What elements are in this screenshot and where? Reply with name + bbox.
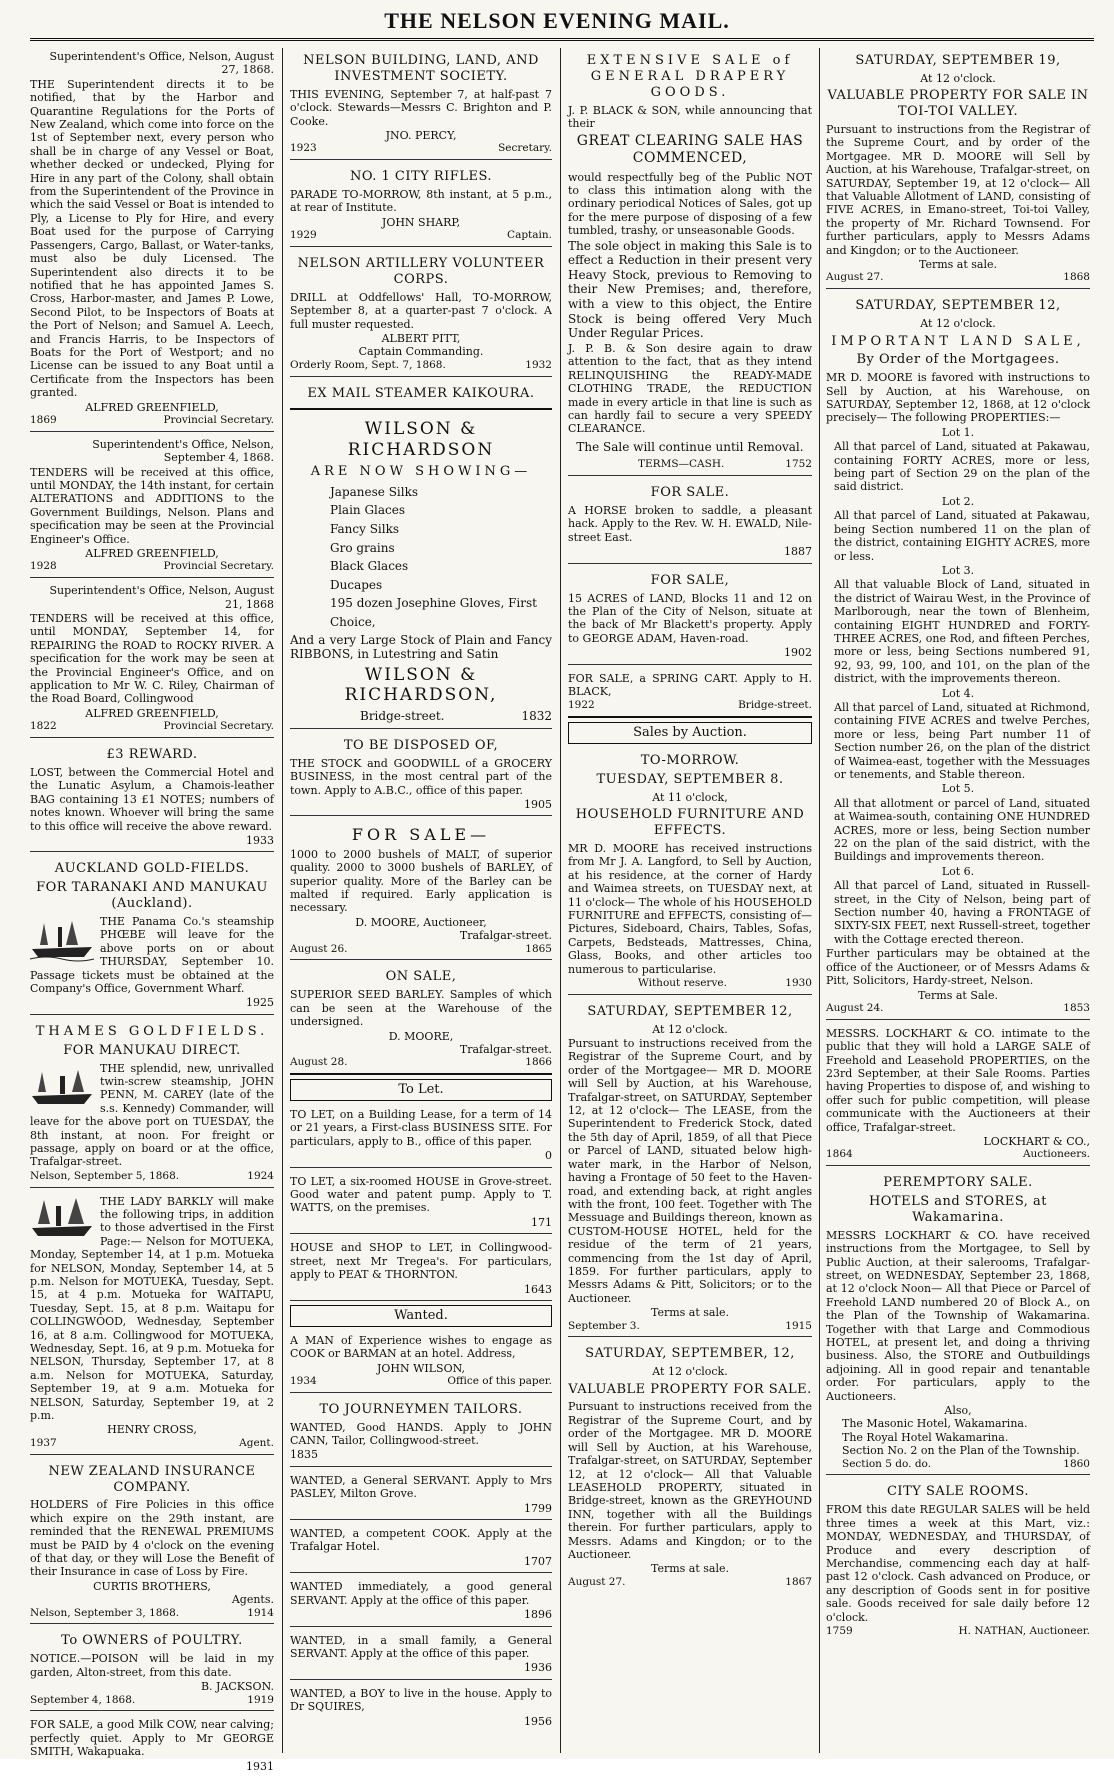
ad-number: 1933: [246, 833, 274, 847]
ad-number: 1759: [826, 1624, 853, 1637]
ad-number: 1643: [524, 1282, 552, 1296]
ad-signature: JNO. PERCY,: [385, 128, 457, 142]
ad-number: 1932: [525, 358, 552, 371]
horse-sale-ad: [568, 480, 812, 563]
to-let-site-ad: [290, 1105, 552, 1168]
ad-number: 1956: [524, 1714, 552, 1728]
goods-list-item: Black Glaces: [330, 559, 409, 574]
ad-subheading: HOTELS and STORES, at Wakamarina.: [868, 1194, 1048, 1225]
ad-line: The Royal Hotel Wakamarina.: [842, 1430, 1009, 1444]
ad-number: 1925: [246, 996, 274, 1010]
ad-date: August 26.: [290, 942, 348, 955]
ad-number: 1835: [290, 1448, 318, 1462]
ad-role: Secretary.: [498, 142, 552, 155]
column-1: [30, 48, 274, 1773]
ad-address: Bridge-street.: [360, 709, 445, 724]
city-sale-rooms-ad: [826, 1479, 1090, 1641]
wanted-banner: Wanted.: [290, 1305, 552, 1327]
column-divider: [560, 48, 561, 1753]
ad-body: WANTED, a competent COOK. Apply at the Trafalgar Hotel.: [290, 1527, 552, 1554]
ad-heading: SATURDAY, SEPTEMBER 12,: [587, 1003, 793, 1019]
ad-date: August 28.: [290, 1056, 348, 1069]
ad-number: 1923: [290, 142, 317, 155]
column-divider: [282, 48, 283, 1753]
ad-heading: £3 REWARD.: [106, 747, 198, 763]
steamship-icon: [30, 917, 94, 961]
ad-body: WANTED, in a small family, a General SERVANT. Apply at the office of this paper.: [290, 1633, 552, 1660]
ad-body: THE splendid, new, unrivalled twin-screw steamship, JOHN PENN, M. CAREY (late of the s.s. Kennedy) Commander, will leave for the above port on TUESDAY, the 8th instant, at noon. For freight or passage, apply on board or at the office, Trafalgar-street.: [30, 1061, 274, 1169]
ad-number: 171: [531, 1215, 552, 1229]
goods-list-item: Japanese Silks: [330, 484, 419, 499]
lot-description: All that parcel of Land, situated at Richmond, containing FIVE ACRES and twelve Perches, more or less, being Part number 11 of Section number 26, on the plan of the district of Waimea-east, together with the Messuages or tenements, and Stable thereon.: [834, 700, 1090, 782]
ad-subheading: FOR MANUKAU DIRECT.: [63, 1042, 241, 1058]
ad-time: At 12 o'clock.: [652, 1365, 728, 1379]
ad-line: The Masonic Hotel, Wakamarina.: [842, 1417, 1028, 1431]
ad-heading: SATURDAY, SEPTEMBER 12,: [855, 298, 1061, 314]
column-2: [290, 48, 552, 1753]
ad-terms: Terms at sale.: [650, 1562, 730, 1576]
column-4: [826, 48, 1090, 1753]
ad-body: THE LADY BARKLY will make the following trips, in addition to those advertised in the First Page:— Nelson for MOTUEKA, Monday, September 14, at 1 p.m. Motueka for NELSON, Monday, September 14, at 5 p.m. Nelson for MOTUEKA, Tuesday, Sept. 15, at 4 p.m. Motueka for WAITAPU, Tuesday, Sept. 15, at 8 p.m. Waitapu for COLLINGWOOD, Wednesday, September 16, at 8 a.m. Collingwood for MOTUEKA, Wednesday, Sept. 16, at 9 p.m. Motueka for NELSON, Thursday, September 17, at 8 a.m. Nelson for MOTUEKA, Saturday, September 19, at 9 a.m. Motueka for NELSON, Saturday, September 19, at 2 p.m.: [30, 1194, 274, 1423]
ad-heading: AUCKLAND GOLD-FIELDS.: [54, 861, 250, 877]
lot-description: All that parcel of Land, situated in Russell-street, in the City of Nelson, being part of Section number 40, having a FRONTAGE of SIXTY-SIX FEET, next Russell-street, together with the Cottage erected thereon.: [834, 879, 1090, 946]
ad-date: August 24.: [826, 1001, 884, 1014]
ad-body: HOLDERS of Fire Policies in this office which expire on the 29th instant, are reminded that the RENEWAL PREMIUMS must be PAID by 4 o'clock on the evening of that day, or they will Lose the Benefit of their Insurance in case of Loss by Fire.: [30, 1498, 274, 1579]
wanted-cook-barman-ad: [290, 1331, 552, 1393]
ad-number: 1914: [247, 1606, 274, 1619]
ad-title: VALUABLE PROPERTY FOR SALE.: [568, 1381, 812, 1397]
masthead: [0, 0, 1114, 40]
ad-body: DRILL at Oddfellows' Hall, TO-MORROW, September 8, at a quarter-past 7 o'clock. A full muster requested.: [290, 290, 552, 331]
ad-number: 1934: [290, 1374, 317, 1387]
ad-number: 1869: [30, 413, 57, 426]
lot-label: Lot 1.: [941, 425, 975, 439]
ad-signature: ALBERT PITT,: [381, 331, 461, 345]
ad-title: HOUSEHOLD FURNITURE AND EFFECTS.: [575, 807, 805, 839]
mortgagee-land-sale-ad: [826, 293, 1090, 1019]
wilson-richardson-ad: [290, 414, 552, 728]
ad-address: Trafalgar-street.: [459, 929, 552, 943]
spring-cart-ad: [568, 669, 812, 719]
ad-signature: WILSON & RICHARDSON,: [344, 664, 498, 706]
lot-label: Lot 3.: [941, 563, 975, 577]
ad-intro: MR D. MOORE is favored with instructions to Sell by Auction, at his Warehouse, on SATURDAY, September 12, 1868, at 12 o'clock precisely— The following PROPERTIES:—: [826, 371, 1090, 425]
custom-house-auction-ad: [568, 999, 812, 1338]
ad-heading: EX MAIL STEAMER KAIKOURA.: [307, 385, 535, 401]
ad-number: 1866: [525, 1056, 552, 1069]
ad-heading: SATURDAY, SEPTEMBER 19,: [855, 53, 1061, 68]
ad-number: 1853: [1063, 1001, 1090, 1014]
goods-list-item: 195 dozen Josephine Gloves, First Choice,: [330, 596, 537, 629]
ad-date: August 27.: [568, 1575, 626, 1588]
ad-subheading: GREAT CLEARING SALE HAS COMMENCED,: [576, 133, 804, 167]
ad-dateline: Superintendent's Office, Nelson, August 21, 1868: [49, 584, 274, 611]
ad-body: THE STOCK and GOODWILL of a GROCERY BUSINESS, in the most central part of the town. Apply to A.B.C., office of this paper.: [290, 756, 552, 797]
ad-heading: FOR SALE,: [650, 572, 730, 588]
sales-by-auction-banner: Sales by Auction.: [568, 722, 812, 744]
ad-subheading: ARE NOW SHOWING—: [310, 463, 532, 479]
ad-number: 1936: [524, 1661, 552, 1675]
ad-body: WANTED, Good HANDS. Apply to JOHN CANN, Tailor, Collingwood-street.: [290, 1420, 552, 1448]
ad-number: 1919: [247, 1693, 274, 1706]
ad-note: Without reserve.: [638, 976, 727, 989]
ad-paragraph: J. P. B. & Son desire again to draw attention to the fact, that as they intend RELINQUISHING the READY-MADE CLOTHING TRADE, the REDUCTION made in every article in that line is such as can hardly fail to secure a very SPEEDY CLEARANCE.: [568, 341, 812, 436]
wanted-boy-ad: [290, 1684, 552, 1732]
ad-heading: EXTENSIVE SALE of GENERAL DRAPERY GOODS.: [586, 53, 794, 100]
ad-role: Auctioneers.: [1022, 1148, 1090, 1161]
ad-body: Pursuant to instructions received from the Registrar of the Supreme Court, and by order of the Mortgagee. MR D. MOORE will Sell by Auction, at his Warehouse, Trafalgar-street, on SATURDAY, September 12, at 12 o'clock— All that Valuable LEASEHOLD PROPERTY, situated in Bridge-street, known as the GREYHOUND INN, together with all the Buildings therein. For further particulars, apply to Messrs. Adams and Kingdon; or to the Auctioneer.: [568, 1400, 812, 1561]
ad-title: VALUABLE PROPERTY FOR SALE IN TOI-TOI VALLEY.: [827, 88, 1089, 120]
ad-signature: B. JACKSON.: [200, 1680, 274, 1694]
insurance-ad: [30, 1459, 274, 1625]
ad-heading: TO BE DISPOSED OF,: [343, 737, 499, 753]
disposed-ad: [290, 733, 552, 816]
ad-body: WANTED immediately, a good general SERVANT. Apply at the office of this paper.: [290, 1580, 552, 1607]
wanted-servant-ad: [290, 1471, 552, 1520]
ad-body: THE Superintendent directs it to be notified, that by the Harbor and Quarantine Regulations for the Ports of New Zealand, which come into force on the 1st of September next, every person who shall be in charge of any Vessel or Boat, whether decked or undecked, Plying for Hire in any part of the Colony, shall obtain from the Superintendent of the Province in which the said Vessel or Boat is intended to Ply, a License to Ply for Hire, and every Boat used for the purpose of Carrying Passengers, Cargo, Ballast, or Water-tanks, must also be duly Licensed. The Superintendent also directs it to be notified that he has appointed James S. Cross, Harbor-master, and James P. Lowe, Second Pilot, to be Inspectors of Boats at the Port of Nelson; and Samuel A. Leech, and Francis Harris, to be Inspectors of Boats for the Port of Westport; and no License can be issued to any Boat until a Certificate from the Inspectors has been granted.: [30, 77, 274, 400]
ad-number: 1929: [290, 229, 317, 242]
ad-role: Agent.: [239, 1436, 274, 1449]
ad-body: HOUSE and SHOP to LET, in Collingwood-street, next Mr Tregea's. For particulars, apply to PEAT & THORNTON.: [290, 1241, 552, 1282]
ad-body: A HORSE broken to saddle, a pleasant hack. Apply to the Rev. W. H. EWALD, Nile-street East.: [568, 504, 812, 544]
ad-heading: TO JOURNEYMEN TAILORS.: [319, 1401, 523, 1417]
ad-body: MESSRS. LOCKHART & CO. intimate to the public that they will hold a LARGE SALE of Freehold and Leasehold PROPERTIES, on the 23rd September, at their Sale Rooms. Parties having Properties to dispose of, and wishing to offer such for public competition, will please communicate with the Auctioneers at their office, Trafalgar-street.: [826, 1026, 1090, 1134]
lot-description: All that valuable Block of Land, situated in the district of Wairau West, in the Province of Marlborough, near the town of Blenheim, containing EIGHT HUNDRED and FORTY-THREE ACRES, one Rod, and fifteen Perches, more or less, being Sections numbered 91, 92, 93, 99, 100, and 101, on the plan of the district, with the improvements thereon.: [834, 578, 1090, 686]
toi-toi-auction-ad: [826, 48, 1090, 289]
ad-paragraph: would respectfully beg of the Public NOT to class this intimation along with the ordinary periodical Notices of Sales, got up for the mere purpose of disposing of a few tumbled, trashy, or unseasonable Goods.: [568, 170, 812, 238]
masthead-title: THE NELSON EVENING MAIL.: [384, 8, 730, 33]
malt-barley-ad: [290, 820, 552, 960]
poultry-notice-ad: [30, 1628, 274, 1711]
ad-heading: FOR SALE—: [351, 825, 491, 845]
ad-date: September 4, 1868.: [30, 1693, 136, 1706]
ad-number: 1832: [521, 709, 552, 724]
ad-signature: ALFRED GREENFIELD,: [85, 706, 219, 720]
ad-heading: WILSON & RICHARDSON: [347, 419, 495, 461]
ad-address: Trafalgar-street.: [459, 1042, 552, 1056]
ad-terms: Terms at Sale.: [918, 988, 998, 1002]
tailors-ad: [290, 1397, 552, 1467]
house-shop-ad: [290, 1238, 552, 1301]
ad-number: 1931: [246, 1759, 274, 1773]
ad-number: 1930: [785, 976, 812, 989]
ad-role: Provincial Secretary.: [163, 413, 274, 426]
ad-body: FOR SALE, a SPRING CART. Apply to H. BLACK,: [568, 671, 812, 698]
ad-number: 1896: [524, 1608, 552, 1622]
ad-dateline: Superintendent's Office, Nelson, September 4, 1868.: [92, 437, 274, 465]
ad-line: Section No. 2 on the Plan of the Township.: [842, 1444, 1080, 1458]
ad-date: Orderly Room, Sept. 7, 1868.: [290, 358, 446, 371]
ad-body: MR D. MOORE has received instructions from Mr J. A. Langford, to Sell by Auction, at his residence, at the corner of Hardy and Waimea streets, on TUESDAY next, at 11 o'clock— The whole of his HOUSEHOLD FURNITURE and EFFECTS, consisting of— Pictures, Sideboard, Chairs, Tables, Sofas, Carpets, Bedsteads, Mattresses, China, Glass, Books, and other articles too numerous to particularise.: [568, 841, 812, 976]
ad-signature: HENRY CROSS,: [107, 1423, 197, 1437]
ad-role: Captain.: [507, 229, 552, 242]
ad-number: 1902: [784, 646, 812, 660]
ad-heading: NO. 1 CITY RIFLES.: [349, 169, 493, 185]
wanted-cook-ad: [290, 1524, 552, 1573]
ad-date: September 3.: [568, 1319, 640, 1332]
greyhound-auction-ad: [568, 1341, 812, 1592]
ad-number: 1822: [30, 720, 57, 733]
ad-role: Agents.: [231, 1593, 274, 1607]
ad-paragraph: The sole object in making this Sale is to effect a Reduction in their present very Heavy Stock, previous to Removing to their New Premises; and, therefore, with a view to this object, the Entire Stock is being offered Very Much Under Regular Prices.: [568, 238, 812, 341]
wanted-general-servant-ad: [290, 1577, 552, 1626]
ad-terms: Terms at sale.: [918, 258, 998, 272]
ad-heading: ON SALE,: [385, 969, 457, 985]
ad-heading: PEREMPTORY SALE.: [883, 1175, 1033, 1191]
ad-role: Provincial Secretary.: [163, 560, 274, 573]
reward-ad: [30, 742, 274, 852]
ad-body: WANTED, a BOY to live in the house. Apply to Dr SQUIRES,: [290, 1686, 552, 1714]
ad-heading: SATURDAY, SEPTEMBER, 12,: [585, 1346, 795, 1362]
ad-heading: NELSON BUILDING, LAND, AND INVESTMENT SOCIETY.: [303, 53, 539, 84]
ad-body: TO LET, a six-roomed HOUSE in Grove-street. Good water and patent pump. Apply to T. WATTS, on the premises.: [290, 1174, 552, 1215]
ad-heading: To OWNERS of POULTRY.: [61, 1633, 243, 1649]
ad-title: IMPORTANT LAND SALE,: [831, 333, 1085, 349]
ad-number: 1799: [524, 1501, 552, 1515]
ad-body: 1000 to 2000 bushels of MALT, of superior quality. 2000 to 3000 bushels of BARLEY, of superior quality. More of the Barley can be malted if required. Early application is necessary.: [290, 847, 552, 915]
ad-heading: CITY SALE ROOMS.: [886, 1484, 1029, 1500]
ad-time: At 11 o'clock,: [652, 790, 728, 804]
ad-signature: H. NATHAN, Auctioneer.: [958, 1624, 1090, 1637]
ad-role: Provincial Secretary.: [163, 720, 274, 733]
auckland-goldfields-ad: [30, 856, 274, 1014]
ad-number: 1707: [524, 1554, 552, 1568]
goods-list-item: Gro grains: [330, 540, 395, 555]
ad-number: 1924: [247, 1169, 274, 1182]
column-divider: [819, 48, 820, 1753]
ad-date: August 27.: [826, 271, 884, 284]
ad-signature: JOHN SHARP,: [381, 215, 461, 229]
goods-list-item: Fancy Silks: [330, 521, 400, 536]
lot-list: [826, 426, 1090, 946]
peremptory-sale-ad: [826, 1170, 1090, 1475]
kaikoura-ad: [290, 381, 552, 411]
ad-terms: TERMS—CASH.: [638, 458, 725, 471]
furniture-auction-ad: [568, 748, 812, 995]
thames-goldfields-ad: [30, 1019, 274, 1188]
ad-line: Section 5 do. do.: [842, 1457, 932, 1470]
ad-body: Pursuant to instructions from the Registrar of the Supreme Court, and by order of the Mortgagee. MR D. MOORE will Sell by Auction, at his Warehouse, Trafalgar-street, on SATURDAY, September 19, at 12 o'clock— All that Valuable Allotment of LAND, consisting of FIVE ACRES, in Emano-street, Toi-toi Valley, the property of Mr. Richard Townsend. For further particulars, apply to Messrs Adams and Kingdon; or to the Auctioneer.: [826, 122, 1090, 257]
ad-signature: D. MOORE, Auctioneer,: [355, 915, 487, 929]
ad-intro: J. P. BLACK & SON, while announcing that their: [568, 103, 812, 130]
lot-label: Lot 6.: [941, 864, 975, 878]
ad-subheading: By Order of the Mortgagees.: [856, 352, 1060, 368]
wanted-family-servant-ad: [290, 1631, 552, 1680]
drapery-sale-ad: [568, 48, 812, 476]
ad-heading: NELSON ARTILLERY VOLUNTEER CORPS.: [297, 256, 545, 287]
ad-role: Office of this paper.: [447, 1374, 552, 1387]
goods-list-item: Plain Glaces: [330, 503, 406, 518]
ad-signature: CURTIS BROTHERS,: [93, 1579, 211, 1593]
ad-number: 1915: [785, 1319, 812, 1332]
ad-body: MESSRS LOCKHART & CO. have received instructions from the Mortgagee, to Sell by Public Auction, at their salerooms, Trafalgar-street, on WEDNESDAY, September 23, 1868, at 12 o'clock Noon— All that Piece or Parcel of Freehold LAND numbered 20 of Block A., on the Plan of the Township of Wakamarina. Together with that Large and Commodious HOTEL, at present let, and doing a thriving business. Also, the STORE and Outbuildings adjoining. All in good repair and tenantable order. For particulars, apply to the Auctioneers.: [826, 1228, 1090, 1403]
ad-subheading: FOR TARANAKI AND MANUKAU (Auckland).: [36, 880, 268, 912]
ad-date: Nelson, September 3, 1868.: [30, 1606, 180, 1619]
tenders-road-ad: [30, 582, 274, 738]
lot-label: Lot 5.: [941, 782, 975, 796]
ad-dateline: Superintendent's Office, Nelson, August 27, 1868.: [49, 50, 274, 77]
lockhart-sale-ad: [826, 1024, 1090, 1166]
ad-body: PARADE TO-MORROW, 8th instant, at 5 p.m., at rear of Institute.: [290, 188, 552, 215]
ad-date: Nelson, September 5, 1868.: [30, 1169, 180, 1182]
ad-body: 15 ACRES of LAND, Blocks 11 and 12 on the Plan of the City of Nelson, situate at the back of Mr Blackett's property. Apply to GEORGE ADAM, Haven-road.: [568, 591, 812, 645]
city-rifles-ad: [290, 164, 552, 247]
ad-time: At 12 o'clock.: [652, 1022, 728, 1036]
lot-description: All that allotment or parcel of Land, situated at Waimea-south, containing ONE HUNDRED ACRES, more or less, being Section number 22 on the plan of the said district, with the Buildings and improvements thereon.: [834, 796, 1090, 864]
column-3: [568, 48, 812, 1753]
lot-label: Lot 4.: [941, 686, 975, 700]
to-let-house-ad: [290, 1172, 552, 1235]
ad-role: Captain Commanding.: [358, 345, 484, 359]
lot-description: All that parcel of Land, situated at Pakawau, being Section numbered 11 on the plan of the district, containing EIGHTY ACRES, more or less.: [834, 509, 1090, 563]
ad-number: 1752: [785, 458, 812, 471]
ad-heading: THAMES GOLDFIELDS.: [35, 1023, 269, 1039]
steamship-icon: [30, 1064, 94, 1108]
tenders-buildings-ad: [30, 436, 274, 578]
ad-heading: FOR SALE.: [650, 485, 730, 501]
ad-body: LOST, between the Commercial Hotel and the Lunatic Asylum, a Chamois-leather BAG containing 13 £1 NOTES; numbers of notes known. Whoever will bring the same to this office will receive the above reward.: [30, 765, 274, 833]
ad-number: 1860: [1063, 1457, 1090, 1470]
ad-signature: JOHN WILSON,: [376, 1361, 466, 1375]
goods-list: [290, 483, 552, 632]
ad-signature: LOCKHART & CO.,: [983, 1134, 1090, 1148]
ad-heading: NEW ZEALAND INSURANCE COMPANY.: [48, 1463, 256, 1495]
ad-body: TENDERS will be received at this office, until MONDAY, September 14, for REPAIRING the ROAD to ROCKY RIVER. A specification for the work may be seen at the Provincial Engineer's Office, and on application to Mr W. C. Riley, Chairman of the Road Board, Collingwood: [30, 612, 274, 706]
ad-paragraph: The Sale will continue until Removal.: [576, 439, 804, 454]
ad-subheading: TUESDAY, SEPTEMBER 8.: [596, 771, 784, 787]
ad-address: Bridge-street.: [738, 699, 812, 712]
ad-number: 1928: [30, 560, 57, 573]
ad-body: SUPERIOR SEED BARLEY. Samples of which can be seen at the Warehouse of the undersigned.: [290, 988, 552, 1029]
ad-body: TO LET, on a Building Lease, for a term of 14 or 21 years, a First-class BUSINESS SITE. For particulars, apply to B., office of this paper.: [290, 1108, 552, 1148]
ad-number: 1867: [785, 1575, 812, 1588]
ad-number: 1865: [525, 942, 552, 955]
building-society-ad: [290, 48, 552, 160]
seed-barley-ad: [290, 964, 552, 1075]
lady-barkly-ad: [30, 1192, 274, 1455]
ad-number: 1864: [826, 1148, 853, 1161]
to-let-banner: To Let.: [290, 1079, 552, 1101]
ad-body: THIS EVENING, September 7, at half-past 7 o'clock. Stewards—Messrs C. Brighton and P. Cooke.: [290, 87, 552, 128]
lot-description: All that parcel of Land, situated at Pakawau, containing FORTY ACRES, more or less, being part of Section 29 on the plan of the said district.: [834, 440, 1090, 494]
ad-body: FOR SALE, a good Milk COW, near calving; perfectly quiet. Apply to Mr GEORGE SMITH, Wakapuaka.: [30, 1718, 274, 1759]
ad-number: 1922: [568, 699, 595, 712]
ad-also: Also,: [944, 1404, 972, 1418]
ad-body: Pursuant to instructions received from the Registrar of the Supreme Court, and by order of the Mortgagee— MR D. MOORE will Sell by Auction, at his Warehouse, Trafalgar-street, on SATURDAY, September 12, at 12 o'clock— The LEASE, from the Superintendent to Frederick Stock, dated the 5th day of April, 1859, of all that Piece or Parcel of LAND, situated below high-water mark, in the Harbor of Nelson, having a Frontage of 50 feet to the Haven-road, and extending back, at right angles with the front, 100 feet. Together with The Messuage and Buildings thereon, known as CUSTOM-HOUSE HOTEL, held for the residue of the term of 21 years, commencing from the 1st day of April, 1859. For further particulars, apply to Messrs Adams & Pitt, Solicitors; or to the Auctioneer.: [568, 1037, 812, 1305]
land-sale-ad: [568, 568, 812, 665]
ad-terms: Terms at sale.: [650, 1306, 730, 1320]
ad-number: 1887: [784, 545, 812, 559]
lot-label: Lot 2.: [941, 494, 975, 508]
ad-heading: TO-MORROW.: [640, 753, 740, 769]
artillery-ad: [290, 251, 552, 377]
ad-time: At 12 o'clock.: [920, 317, 996, 331]
ad-number: 1937: [30, 1436, 57, 1449]
ad-number: 0: [545, 1149, 552, 1163]
ad-footer: Further particulars may be obtained at the office of the Auctioneer, or of Messrs Adams & Pitt, Solicitors, Hardy-street, Nelson.: [826, 947, 1090, 988]
ad-number: 1868: [1063, 271, 1090, 284]
ad-signature: ALFRED GREENFIELD,: [85, 400, 219, 414]
ad-body: TENDERS will be received at this office, until MONDAY, the 14th instant, for certain ALTERATIONS and ADDITIONS to the Government Buildings, Nelson. Plans and specification may be seen at the Provincial Engineer's Office.: [30, 465, 274, 546]
ad-body: WANTED, a General SERVANT. Apply to Mrs PASLEY, Milton Grove.: [290, 1473, 552, 1501]
steamship-icon: [30, 1196, 94, 1240]
ad-time: At 12 o'clock.: [920, 71, 996, 85]
ad-body: FROM this date REGULAR SALES will be held three times a week at this Mart, viz.: MONDAY, WEDNESDAY, and THURSDAY, of Produce and every description of Merchandise, commencing each day at half-past 12 o'clock. Cash advanced on Produce, or any description of Goods sent in for positive sale. Goods received for sale daily before 12 o'clock.: [826, 1503, 1090, 1624]
goods-list-item: Ducapes: [330, 577, 383, 592]
masthead-rule: [30, 38, 1094, 44]
ad-body: THE Panama Co.'s steamship PHŒBE will leave for the above ports on or about THURSDAY, September 10. Passage tickets must be obtained at the Company's Office, Government Wharf.: [30, 914, 274, 995]
harbor-notice-ad: [30, 48, 274, 432]
ad-signature: ALFRED GREENFIELD,: [85, 547, 219, 561]
ad-signature: D. MOORE,: [388, 1029, 454, 1043]
ad-body: NOTICE.—POISON will be laid in my garden, Alton-street, from this date.: [30, 1652, 274, 1679]
ad-body: A MAN of Experience wishes to engage as COOK or BARMAN at an hotel. Address,: [290, 1333, 552, 1361]
ad-body: And a very Large Stock of Plain and Fancy RIBBONS, in Lutestring and Satin: [290, 632, 552, 662]
ad-number: 1905: [524, 797, 552, 811]
cow-sale-ad: [30, 1715, 274, 1777]
